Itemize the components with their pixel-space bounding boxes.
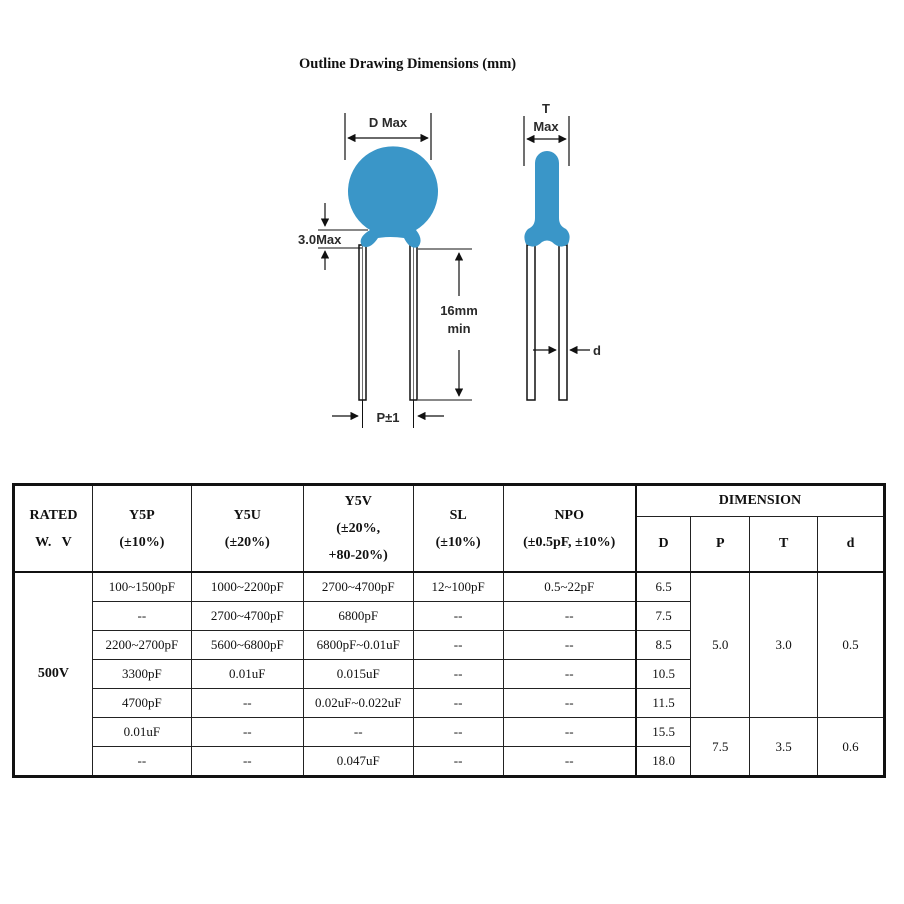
- lead-length-label-2: min: [447, 321, 471, 336]
- dimension-header: DIMENSION: [636, 485, 885, 517]
- front-view: [348, 146, 438, 400]
- y5v-header-line-1: Y5V: [344, 494, 372, 509]
- cell-d: 8.5: [636, 631, 691, 660]
- cell-lead-group-b: 0.6: [818, 718, 885, 777]
- front-ceramic-body: [348, 146, 438, 247]
- cell-npo: --: [503, 718, 636, 747]
- cell-y5v: 0.015uF: [303, 660, 413, 689]
- rated-header: [14, 485, 93, 573]
- cell-y5u: 1000~2200pF: [191, 572, 303, 602]
- side-ceramic-body: [524, 151, 569, 247]
- cell-npo: --: [503, 689, 636, 718]
- cell-sl: 12~100pF: [413, 572, 503, 602]
- cell-sl: --: [413, 631, 503, 660]
- sl-header-line-1: SL: [449, 507, 467, 523]
- d-lead-label: d: [593, 343, 601, 358]
- cell-y5u: --: [191, 689, 303, 718]
- cell-y5p: 0.01uF: [92, 718, 191, 747]
- sl-header-line-2: (±10%): [435, 534, 481, 550]
- rated-header-line-2: W. V: [35, 534, 72, 550]
- cell-d: 6.5: [636, 572, 691, 602]
- dim-d-header: D: [636, 517, 691, 573]
- cell-npo: --: [503, 660, 636, 689]
- cell-y5v: 0.02uF~0.022uF: [303, 689, 413, 718]
- cell-d: 18.0: [636, 747, 691, 777]
- cell-t-group-b: 3.5: [750, 718, 818, 777]
- dim-t-header: T: [750, 517, 818, 573]
- table-row: [14, 718, 885, 747]
- cell-y5u: --: [191, 747, 303, 777]
- y5u-header-line-2: (±20%): [224, 534, 270, 550]
- spec-table: [12, 483, 886, 778]
- dim-p-header: P: [691, 517, 750, 573]
- cell-sl: --: [413, 747, 503, 777]
- cell-sl: --: [413, 602, 503, 631]
- rated-voltage-cell: 500V: [14, 572, 93, 777]
- y5v-header-line-3: +80-20%): [328, 548, 388, 563]
- rated-header-line-1: RATED: [29, 507, 78, 523]
- side-lead-right: [559, 245, 567, 400]
- cell-npo: --: [503, 631, 636, 660]
- page-title: Outline Drawing Dimensions (mm): [299, 56, 517, 72]
- y5u-header: [191, 485, 303, 573]
- three-max-label: 3.0Max: [298, 232, 342, 247]
- cell-y5p: --: [92, 602, 191, 631]
- y5v-header: [303, 485, 413, 573]
- npo-header-line-2: (±0.5pF, ±10%): [523, 534, 616, 550]
- cell-sl: --: [413, 718, 503, 747]
- cell-p-group-b: 7.5: [691, 718, 750, 777]
- npo-header-line-1: NPO: [554, 507, 584, 523]
- cell-y5v: 0.047uF: [303, 747, 413, 777]
- cell-sl: --: [413, 689, 503, 718]
- cell-y5u: 2700~4700pF: [191, 602, 303, 631]
- y5p-header-line-2: (±10%): [119, 534, 165, 550]
- cell-lead-group-a: 0.5: [818, 572, 885, 718]
- cell-npo: --: [503, 602, 636, 631]
- cell-p-group-a: 5.0: [691, 572, 750, 718]
- side-view: [524, 151, 569, 400]
- cell-npo: --: [503, 747, 636, 777]
- cell-sl: --: [413, 660, 503, 689]
- cell-y5p: 4700pF: [92, 689, 191, 718]
- side-lead-left: [527, 245, 535, 400]
- cell-d: 7.5: [636, 602, 691, 631]
- y5v-header-line-2: (±20%,: [336, 521, 381, 536]
- t-label: T: [542, 101, 550, 116]
- pitch-label: P±1: [376, 410, 400, 425]
- cell-y5p: 100~1500pF: [92, 572, 191, 602]
- cell-d: 10.5: [636, 660, 691, 689]
- sl-header: [413, 485, 503, 573]
- header-row-1: [14, 485, 885, 517]
- y5u-header-line-1: Y5U: [233, 507, 261, 523]
- cell-y5v: 2700~4700pF: [303, 572, 413, 602]
- cell-t-group-a: 3.0: [750, 572, 818, 718]
- cell-d: 11.5: [636, 689, 691, 718]
- cell-d: 15.5: [636, 718, 691, 747]
- npo-header: [503, 485, 636, 573]
- cell-y5v: 6800pF~0.01uF: [303, 631, 413, 660]
- cell-y5u: 5600~6800pF: [191, 631, 303, 660]
- cell-y5p: --: [92, 747, 191, 777]
- cell-y5v: --: [303, 718, 413, 747]
- cell-y5p: 2200~2700pF: [92, 631, 191, 660]
- cell-y5v: 6800pF: [303, 602, 413, 631]
- dim-lead-header: d: [818, 517, 885, 573]
- cell-y5u: 0.01uF: [191, 660, 303, 689]
- y5p-header: [92, 485, 191, 573]
- table-row: [14, 572, 885, 602]
- cell-y5u: --: [191, 718, 303, 747]
- y5p-header-line-1: Y5P: [129, 507, 155, 523]
- d-max-label: D Max: [368, 115, 408, 130]
- t-max-label: Max: [533, 119, 559, 134]
- cell-y5p: 3300pF: [92, 660, 191, 689]
- cell-npo: 0.5~22pF: [503, 572, 636, 602]
- lead-length-label-1: 16mm: [440, 303, 478, 318]
